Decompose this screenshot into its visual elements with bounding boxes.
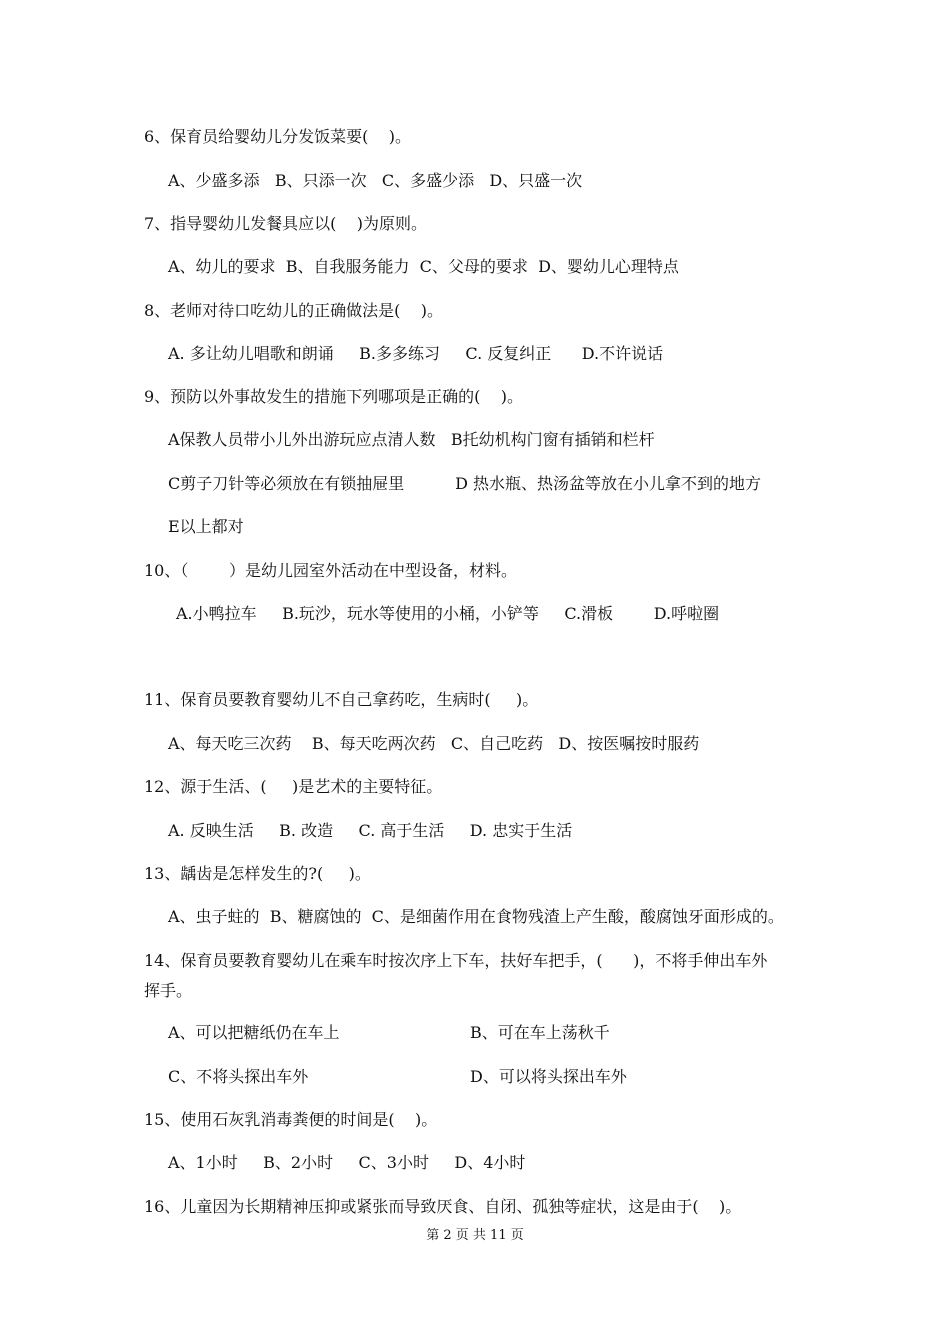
question-12-options: A. 反映生活 B. 改造 C. 高于生活 D. 忠实于生活 bbox=[168, 821, 573, 840]
question-14-text-line1: 14、保育员要教育婴幼儿在乘车时按次序上下车，扶好车把手，( )，不将手伸出车外 bbox=[144, 951, 768, 970]
question-9-options-line2: C剪子刀针等必须放在有锁抽屉里 D 热水瓶、热汤盆等放在小儿拿不到的地方 bbox=[168, 474, 762, 493]
question-9-text: 9、预防以外事故发生的措施下列哪项是正确的( )。 bbox=[144, 387, 524, 406]
question-12-text: 12、源于生活、( )是艺术的主要特征。 bbox=[144, 777, 443, 796]
question-13-options: A、虫子蛀的 B、糖腐蚀的 C、是细菌作用在食物残渣上产生酸，酸腐蚀牙面形成的。 bbox=[168, 907, 784, 926]
question-9-options-line3: E以上都对 bbox=[168, 517, 244, 536]
question-14-option-d: D、可以将头探出车外 bbox=[470, 1067, 627, 1086]
question-13-text: 13、龋齿是怎样发生的?( )。 bbox=[144, 864, 371, 883]
question-7-text: 7、指导婴幼儿发餐具应以( )为原则。 bbox=[144, 214, 428, 233]
question-10-options: A.小鸭拉车 B.玩沙，玩水等使用的小桶，小铲等 C.滑板 D.呼啦圈 bbox=[176, 604, 720, 623]
question-8-text: 8、老师对待口吃幼儿的正确做法是( )。 bbox=[144, 301, 444, 320]
question-11-options: A、每天吃三次药 B、每天吃两次药 C、自己吃药 D、按医嘱按时服药 bbox=[168, 734, 700, 753]
question-14-option-c: C、不将头探出车外 bbox=[168, 1067, 309, 1086]
question-7-options: A、幼儿的要求 B、自我服务能力 C、父母的要求 D、婴幼儿心理特点 bbox=[168, 257, 679, 276]
question-14-option-b: B、可在车上荡秋千 bbox=[470, 1023, 610, 1042]
question-15-text: 15、使用石灰乳消毒粪便的时间是( )。 bbox=[144, 1110, 438, 1129]
page-number-footer: 第 2 页 共 11 页 bbox=[426, 1228, 524, 1243]
question-14-text-line2: 挥手。 bbox=[144, 981, 193, 1000]
question-14-option-a: A、可以把糖纸仍在车上 bbox=[168, 1023, 340, 1042]
question-10-text: 10、（ ）是幼儿园室外活动在中型设备，材料。 bbox=[144, 561, 518, 580]
question-16-text: 16、儿童因为长期精神压抑或紧张而导致厌食、自闭、孤独等症状，这是由于( )。 bbox=[144, 1197, 742, 1216]
question-6-options: A、少盛多添 B、只添一次 C、多盛少添 D、只盛一次 bbox=[168, 171, 583, 190]
question-6-text: 6、保育员给婴幼儿分发饭菜要( )。 bbox=[144, 127, 412, 146]
question-15-options: A、1小时 B、2小时 C、3小时 D、4小时 bbox=[168, 1153, 526, 1172]
question-8-options: A. 多让幼儿唱歌和朗诵 B.多多练习 C. 反复纠正 D.不许说话 bbox=[168, 344, 664, 363]
question-11-text: 11、保育员要教育婴幼儿不自己拿药吃，生病时( )。 bbox=[144, 690, 539, 709]
question-9-options-line1: A保教人员带小儿外出游玩应点清人数 B托幼机构门窗有插销和栏杆 bbox=[168, 430, 655, 449]
